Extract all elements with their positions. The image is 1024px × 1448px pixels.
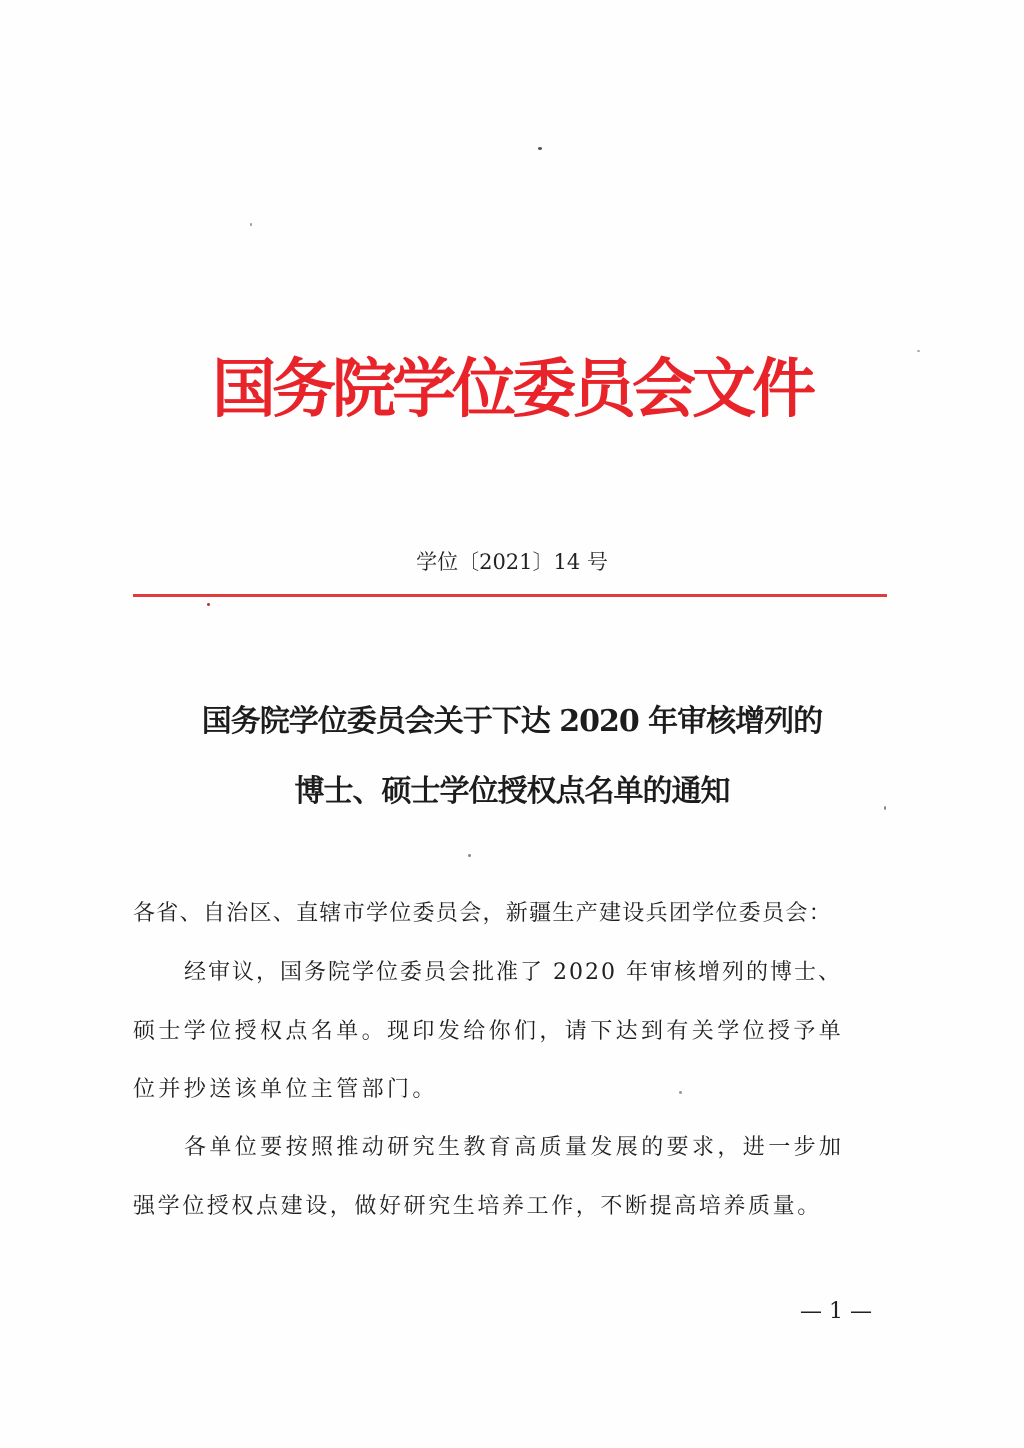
paragraph-1-line-3: 位并抄送该单位主管部门。 [133, 1077, 438, 1102]
paragraph-1-line-1: 经审议，国务院学位委员会批准了 2020 年审核增列的博士、 [184, 960, 842, 985]
salutation: 各省、自治区、直辖市学位委员会，新疆生产建设兵团学位委员会： [133, 901, 833, 926]
scan-speck [917, 350, 920, 352]
notice-title-line-2: 博士、硕士学位授权点名单的通知 [294, 774, 730, 809]
scan-speck [207, 603, 210, 606]
paragraph-1-line-2: 硕士学位授权点名单。现印发给你们，请下达到有关学位授予单 [133, 1019, 845, 1044]
issuer-title: 国务院学位委员会文件 [212, 352, 812, 427]
paragraph-2-line-2: 强学位授权点建设，做好研究生培养工作，不断提高培养质量。 [133, 1194, 822, 1219]
scan-speck [250, 223, 252, 226]
notice-title-line-1: 国务院学位委员会关于下达 2020 年审核增列的 [201, 704, 823, 739]
paragraph-2-line-1: 各单位要按照推动研究生教育高质量发展的要求，进一步加 [184, 1135, 845, 1160]
scan-speck [468, 854, 471, 857]
scan-speck [538, 147, 542, 150]
page-number: — 1 — [800, 1299, 872, 1324]
red-separator-line [133, 594, 887, 597]
document-number: 学位〔2021〕14 号 [416, 550, 608, 574]
